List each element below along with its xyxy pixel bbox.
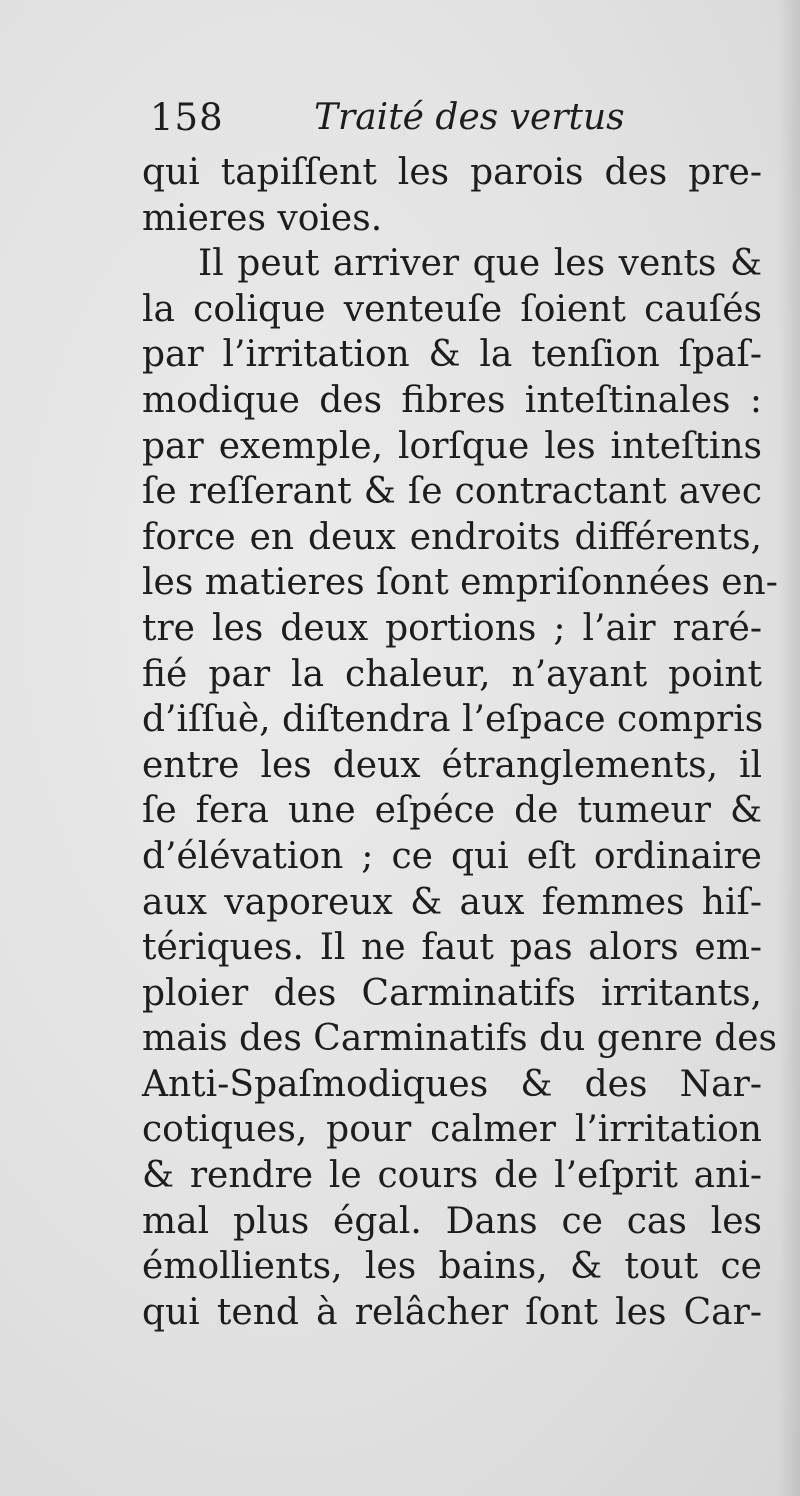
text-line: Anti-Spaſmodiques & des Nar- — [142, 1063, 762, 1105]
text-line: ſe fera une eſpéce de tumeur & — [142, 790, 762, 832]
text-line: par exemple, lorſque les inteſtins — [142, 425, 762, 467]
text-line: aux vaporeux & aux femmes hiſ- — [142, 881, 762, 923]
text-line: émollients, les bains, & tout ce — [142, 1246, 762, 1288]
text-line: par l’irritation & la tenſion ſpaſ- — [142, 334, 762, 376]
text-line: tériques. Il ne faut pas alors em- — [142, 927, 762, 969]
page-number: 158 — [150, 96, 224, 139]
text-line: d’élévation ; ce qui eſt ordinaire — [142, 835, 762, 877]
text-line: entre les deux étranglements, il — [142, 744, 762, 786]
text-line: d’iſſuè, diſtendra l’eſpace compris — [142, 699, 764, 741]
text-line: ploier des Carminatifs irritants, — [142, 972, 762, 1014]
body-text — [142, 150, 778, 1335]
text-line: la colique venteuſe ſoient cauſés — [142, 288, 762, 330]
text-line: qui tapiſſent les parois des pre- — [142, 152, 762, 193]
text-line: force en deux endroits différents, — [142, 516, 762, 558]
running-head: Traité des vertus — [314, 97, 625, 138]
text-line: mal plus égal. Dans ce cas les — [142, 1200, 762, 1242]
text-line: & rendre le cours de l’eſprit ani- — [142, 1155, 762, 1197]
page-header — [142, 94, 762, 144]
page-edge-shadow — [778, 0, 800, 1496]
text-line: Il peut arriver que les vents & — [198, 243, 762, 285]
text-line: cotiques, pour calmer l’irritation — [142, 1109, 762, 1151]
text-line: les matieres ſont empriſonnées en- — [142, 562, 778, 604]
text-line: qui tend à relâcher ſont les Car- — [142, 1291, 762, 1333]
text-line: modique des fibres inteſtinales : — [142, 379, 762, 421]
text-line: ſe reſſerant & ſe contractant avec — [142, 471, 762, 513]
text-line: tre les deux portions ; l’air raré- — [142, 607, 762, 649]
text-line: mieres voies. — [142, 197, 383, 239]
text-line: mais des Carminatifs du genre des — [142, 1018, 778, 1060]
text-line: fié par la chaleur, n’ayant point — [142, 653, 762, 695]
